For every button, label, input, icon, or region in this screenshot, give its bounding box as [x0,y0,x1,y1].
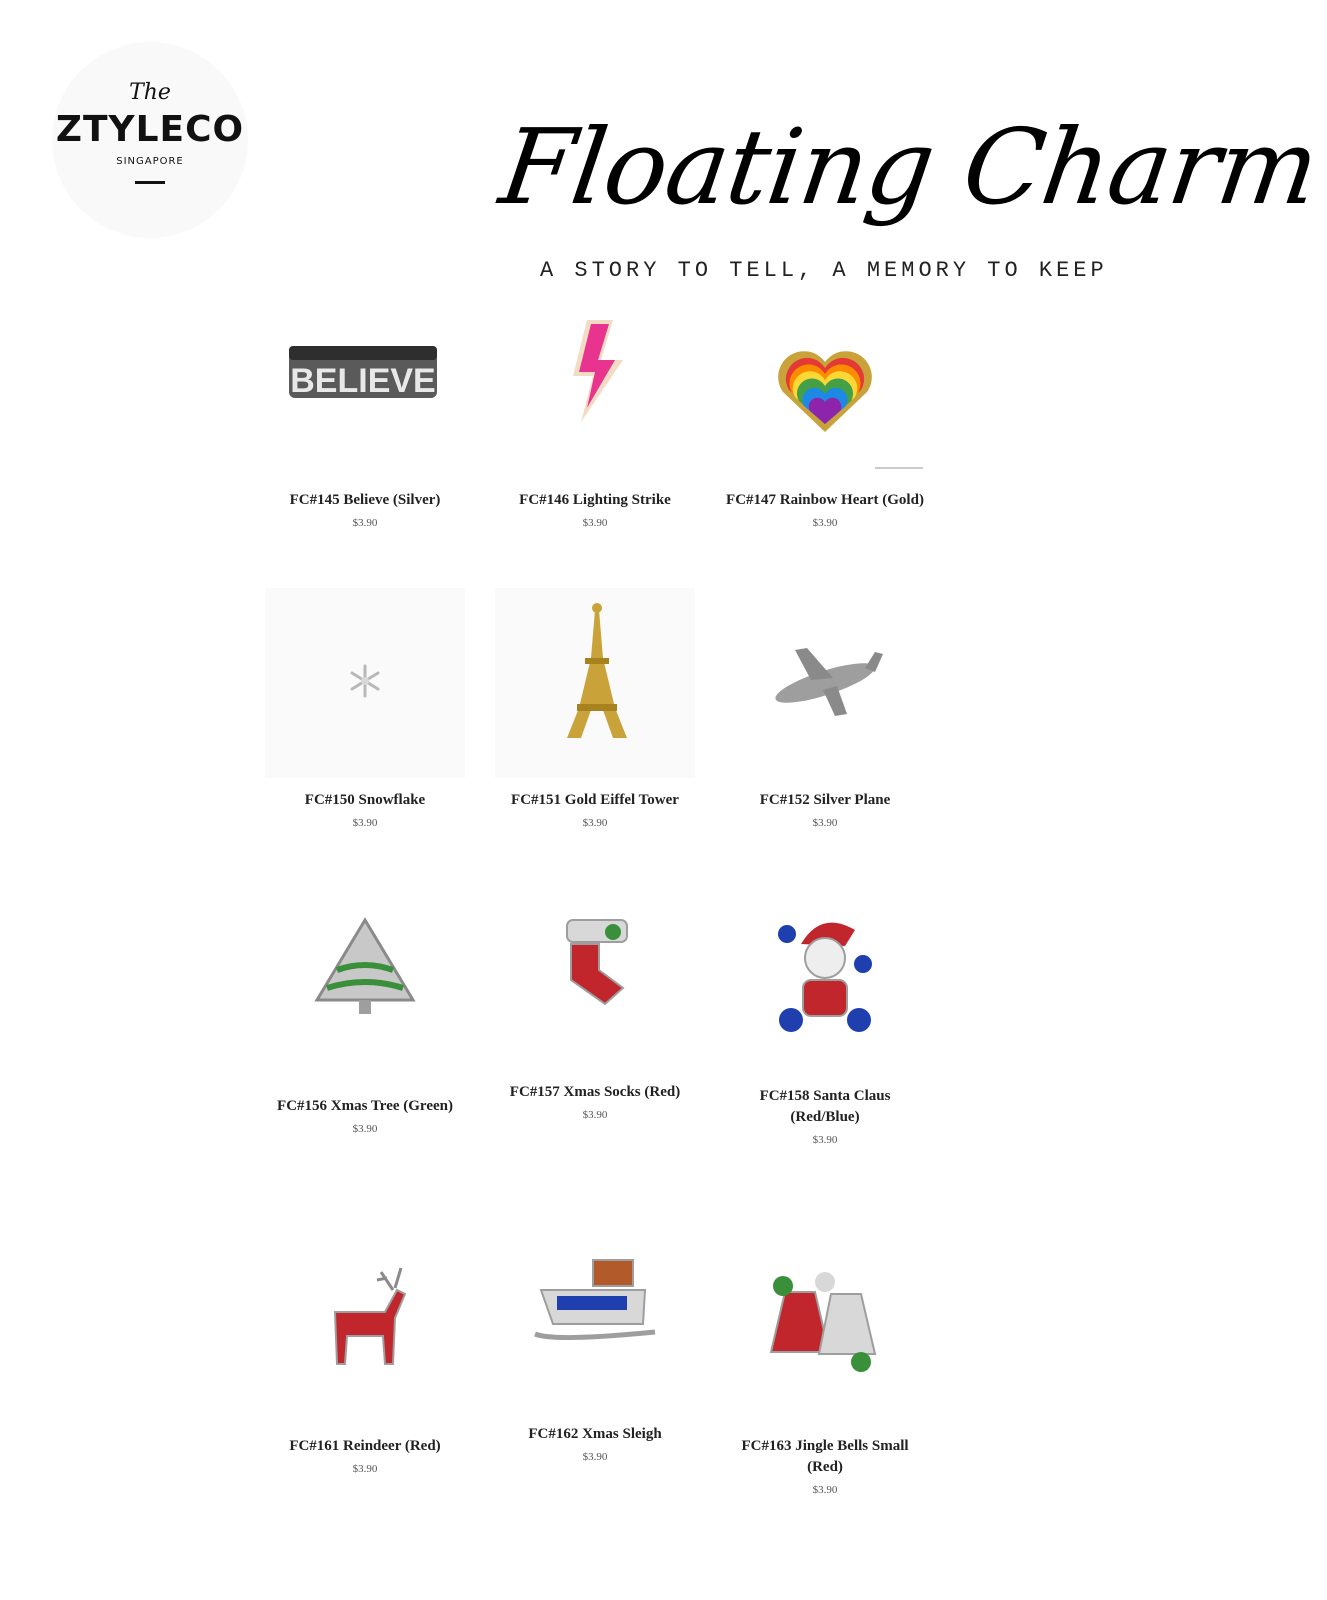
product-price: $3.90 [582,517,608,529]
product-image[interactable] [495,300,695,490]
product-card[interactable] [265,1242,465,1477]
product-name[interactable]: FC#158 Santa Claus (Red/Blue) [759,1088,891,1125]
product-card[interactable] [725,900,925,1148]
product-image[interactable] [725,1242,925,1432]
reindeer-charm-icon [265,1242,465,1430]
product-image[interactable] [495,900,695,1076]
product-price: $3.90 [582,1451,608,1463]
product-image[interactable] [495,1242,695,1418]
rainbow-heart-charm-icon [725,300,925,490]
product-name[interactable]: FC#157 Xmas Socks (Red) [509,1084,681,1100]
product-name[interactable]: FC#151 Gold Eiffel Tower [511,792,679,808]
product-image[interactable] [265,300,465,490]
plane-charm-icon [725,588,925,778]
page-tagline: A STORY TO TELL, A MEMORY TO KEEP [540,258,1108,283]
product-name[interactable]: FC#146 Lighting Strike [519,492,671,508]
brand-city: SINGAPORE [116,156,184,167]
product-name[interactable]: FC#161 Reindeer (Red) [289,1438,441,1454]
product-price: $3.90 [812,817,838,829]
brand-logo[interactable] [52,42,248,238]
product-price: $3.90 [582,1109,608,1121]
product-price: $3.90 [812,517,838,529]
eiffel-tower-charm-icon [495,588,695,778]
product-image[interactable] [495,588,695,778]
page-title: Floating Charm [493,106,1326,228]
svg-text:BELIEVE: BELIEVE [290,362,436,400]
product-card[interactable] [495,300,695,531]
product-image[interactable] [725,300,925,490]
product-image[interactable] [265,588,465,778]
product-card[interactable] [725,1242,925,1498]
product-name[interactable]: FC#163 Jingle Bells Small (Red) [741,1438,909,1475]
santa-charm-icon [725,900,925,1080]
product-card[interactable] [495,900,695,1123]
product-card[interactable] [725,300,925,531]
xmas-tree-charm-icon [265,900,465,1090]
product-name[interactable]: FC#156 Xmas Tree (Green) [277,1098,453,1114]
product-image[interactable] [265,900,465,1090]
xmas-socks-charm-icon [495,900,695,1076]
product-card[interactable] [265,300,465,531]
brand-divider [135,181,165,184]
product-card[interactable] [725,588,925,831]
product-price: $3.90 [352,517,378,529]
product-name[interactable]: FC#145 Believe (Silver) [289,492,441,508]
product-card[interactable] [265,900,465,1137]
product-name[interactable]: FC#162 Xmas Sleigh [528,1426,662,1442]
product-price: $3.90 [582,817,608,829]
product-price: $3.90 [352,1463,378,1475]
product-price: $3.90 [812,1134,838,1146]
lightning-charm-icon [495,300,695,490]
believe-charm-icon [265,300,465,490]
jingle-bells-charm-icon [725,1242,925,1432]
product-image[interactable] [265,1242,465,1430]
brand-name: ZTYLECO [55,109,245,150]
product-image[interactable] [725,900,925,1080]
sleigh-charm-icon [495,1242,695,1418]
product-name[interactable]: FC#150 Snowflake [304,792,426,808]
product-price: $3.90 [352,817,378,829]
product-name[interactable]: FC#147 Rainbow Heart (Gold) [726,492,924,508]
product-price: $3.90 [352,1123,378,1135]
brand-the: The [129,80,171,105]
snowflake-charm-icon [265,588,465,778]
product-name[interactable]: FC#152 Silver Plane [759,792,891,808]
product-card[interactable] [265,588,465,831]
product-card[interactable] [495,588,695,831]
product-price: $3.90 [812,1484,838,1496]
product-image[interactable] [725,588,925,778]
product-card[interactable] [495,1242,695,1465]
